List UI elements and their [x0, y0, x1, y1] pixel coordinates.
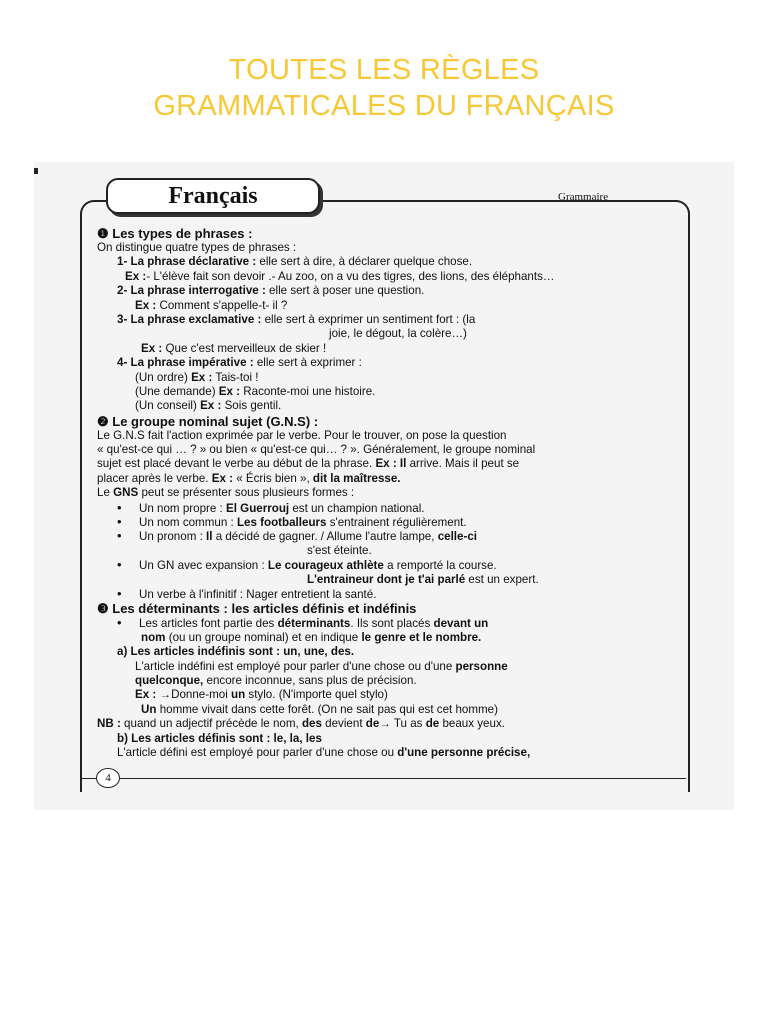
text-line [97, 270, 677, 284]
text-segment: b) Les articles définis sont : le, la, les [117, 731, 322, 745]
text-line [97, 544, 677, 558]
text-segment: devant un [433, 617, 489, 631]
text-line [97, 356, 677, 370]
text-segment: L'article indéfini est employé pour parler d'une chose ou d'une [135, 659, 456, 673]
text-segment: personne [455, 659, 508, 673]
text-segment: Ex : [141, 341, 163, 355]
bullet-item [97, 616, 677, 630]
text-segment: encore inconnue, sans plus de précision. [203, 673, 417, 687]
text-segment: elle sert à exprimer : [253, 356, 362, 370]
text-segment: arrive. Mais il peut se [406, 457, 520, 471]
section-heading [97, 601, 677, 616]
text-segment: Comment s'appelle-t- il ? [156, 298, 288, 312]
text-segment: nom [141, 630, 166, 644]
text-segment: est un expert. [465, 572, 539, 586]
text-line [97, 645, 677, 659]
text-segment: elle sert à poser une question. [265, 284, 425, 298]
text-segment: a remporté la course. [383, 559, 497, 573]
bullet-item [97, 501, 677, 515]
text-segment: On distingue quatre types de phrases : [97, 241, 297, 254]
text-segment: Un nom commun : [139, 516, 237, 530]
text-line [97, 342, 677, 356]
text-segment: El Guerrouj [226, 501, 290, 515]
text-segment: des [301, 717, 322, 731]
text-segment: 4- La phrase impérative : [117, 356, 254, 370]
text-line [97, 313, 677, 327]
text-line [97, 717, 677, 731]
text-segment: (Un conseil) [135, 399, 201, 413]
text-segment: . Ils sont placés [350, 617, 434, 631]
text-line [97, 255, 677, 269]
text-segment: ❷ Le groupe nominal sujet (G.N.S) : [97, 413, 319, 429]
text-segment: placer après le verbe. [97, 471, 212, 485]
text-line [97, 573, 677, 587]
text-segment: (Une demande) [135, 384, 219, 398]
text-segment: Ex : [135, 688, 157, 702]
text-segment: ❶ Les types de phrases : [97, 226, 253, 241]
bullet-item [97, 529, 677, 543]
text-segment: Raconte-moi une histoire. [240, 384, 376, 398]
text-segment: Le G.N.S fait l'action exprimée par le verbe. Pour le trouver, on pose la question [97, 428, 507, 442]
text-segment: Le [97, 486, 114, 500]
text-line [97, 284, 677, 298]
text-line [97, 429, 677, 443]
page-number: 4 [96, 768, 120, 788]
text-segment: Ex : [211, 471, 233, 485]
section-tag: Grammaire [558, 191, 609, 203]
text-segment: celle-ci [437, 530, 478, 544]
text-segment: quelconque, [135, 673, 204, 687]
document-banner-title [0, 52, 768, 124]
section-heading [97, 414, 677, 429]
text-segment: peut se présenter sous plusieurs formes : [138, 486, 355, 500]
text-line [97, 327, 677, 341]
text-segment: beaux yeux. [439, 717, 505, 731]
text-segment: Un pronom : [139, 530, 207, 544]
text-segment: le genre et le nombre. [361, 630, 482, 644]
text-segment: est un champion national. [289, 501, 425, 515]
text-segment: de [365, 717, 380, 731]
text-segment: « Écris bien », [232, 471, 313, 485]
text-segment: Les footballeurs [236, 516, 327, 530]
text-segment: GNS [113, 486, 139, 500]
page-frame-bottom-rule [80, 778, 686, 779]
text-line [97, 688, 677, 702]
text-segment: un [231, 688, 246, 702]
text-line [97, 443, 677, 457]
text-segment: Les articles font partie des [139, 617, 278, 631]
text-segment: (ou un groupe nominal) et en indique [165, 630, 362, 644]
text-line [97, 457, 677, 471]
text-segment: →Donne-moi [156, 688, 232, 702]
text-segment: Ex : [218, 384, 241, 398]
text-segment: 1- La phrase déclarative : [117, 255, 257, 269]
scan-mark [34, 168, 38, 174]
text-line [97, 385, 677, 399]
text-line [97, 631, 677, 645]
text-segment: s'est éteinte. [307, 543, 372, 557]
text-segment: Tais-toi ! [212, 370, 259, 384]
text-segment: Un nom propre : [139, 501, 226, 515]
text-segment: quand un adjectif précède le nom, [120, 717, 302, 731]
bullet-item [97, 515, 677, 529]
text-segment: « qu'est-ce qui … ? » ou bien « qu'est-ce qui… ? ». Généralement, le groupe nominal [97, 443, 536, 457]
subject-title: Français [168, 183, 258, 209]
text-segment: 3- La phrase exclamative : [117, 312, 262, 326]
text-segment: (Un ordre) [135, 370, 192, 384]
text-segment: L'article défini est employé pour parler d'une chose ou [117, 745, 398, 759]
text-line [97, 399, 677, 413]
text-segment: déterminants [277, 617, 351, 631]
text-segment: Ex : [200, 399, 222, 413]
text-line [97, 660, 677, 674]
text-line [97, 703, 677, 717]
text-line [97, 241, 677, 255]
text-segment: 2- La phrase interrogative : [117, 284, 266, 298]
text-segment: Un [141, 702, 157, 716]
text-segment: dit la maîtresse. [312, 471, 401, 485]
text-segment: Ex : [191, 370, 213, 384]
text-segment: a) Les articles indéfinis sont : un, une, des. [117, 645, 355, 659]
banner-title-line-2: GRAMMATICALES DU FRANÇAIS [153, 90, 615, 122]
text-segment: Sois gentil. [221, 399, 282, 413]
text-segment: NB : [97, 717, 121, 731]
text-segment: Le courageux athlète [267, 559, 384, 573]
section-heading [97, 226, 677, 241]
text-segment: Il [206, 530, 213, 544]
text-line [97, 746, 677, 760]
text-segment: Que c'est merveilleux de skier ! [162, 341, 327, 355]
bullet-item [97, 558, 677, 572]
text-line [97, 299, 677, 313]
text-line [97, 472, 677, 486]
text-line [97, 371, 677, 385]
text-segment: Ex : [125, 269, 147, 283]
text-segment: - L'élève fait son devoir .- Au zoo, on a vu des tigres, des lions, des éléphants… [146, 269, 555, 283]
text-line [97, 732, 677, 746]
bullet-item [97, 587, 677, 601]
subject-tab [106, 178, 320, 214]
text-segment: ❸ Les déterminants : les articles définis et indéfinis [97, 601, 417, 617]
text-segment: a décidé de gagner. / Allume l'autre lampe, [212, 530, 438, 544]
banner-title-line-1: TOUTES LES RÈGLES [228, 54, 540, 86]
text-segment: d'une personne précise, [397, 745, 531, 759]
text-segment: devient [321, 717, 366, 731]
text-segment: elle sert à exprimer un sentiment fort : (la [261, 312, 476, 326]
text-segment: Ex : Il [375, 457, 407, 471]
text-segment: Un verbe à l'infinitif : Nager entretient la santé. [139, 587, 377, 601]
grammar-content [97, 226, 677, 760]
text-segment: elle sert à dire, à déclarer quelque chose. [256, 255, 473, 269]
text-segment: joie, le dégout, la colère…) [329, 327, 467, 341]
text-segment: homme vivait dans cette forêt. (On ne sait pas qui est cet homme) [156, 702, 498, 716]
text-line [97, 674, 677, 688]
text-segment: L'entraineur dont je t'ai parlé [307, 572, 466, 586]
text-line [97, 486, 677, 500]
text-segment: Un GN avec expansion : [139, 559, 268, 573]
text-segment: sujet est placé devant le verbe au début de la phrase. [97, 457, 376, 471]
text-segment: de [425, 717, 440, 731]
text-segment: → Tu as [379, 717, 426, 731]
text-segment: Ex : [135, 298, 157, 312]
text-segment: stylo. (N'importe quel stylo) [245, 688, 388, 702]
text-segment: s'entrainent régulièrement. [326, 516, 467, 530]
